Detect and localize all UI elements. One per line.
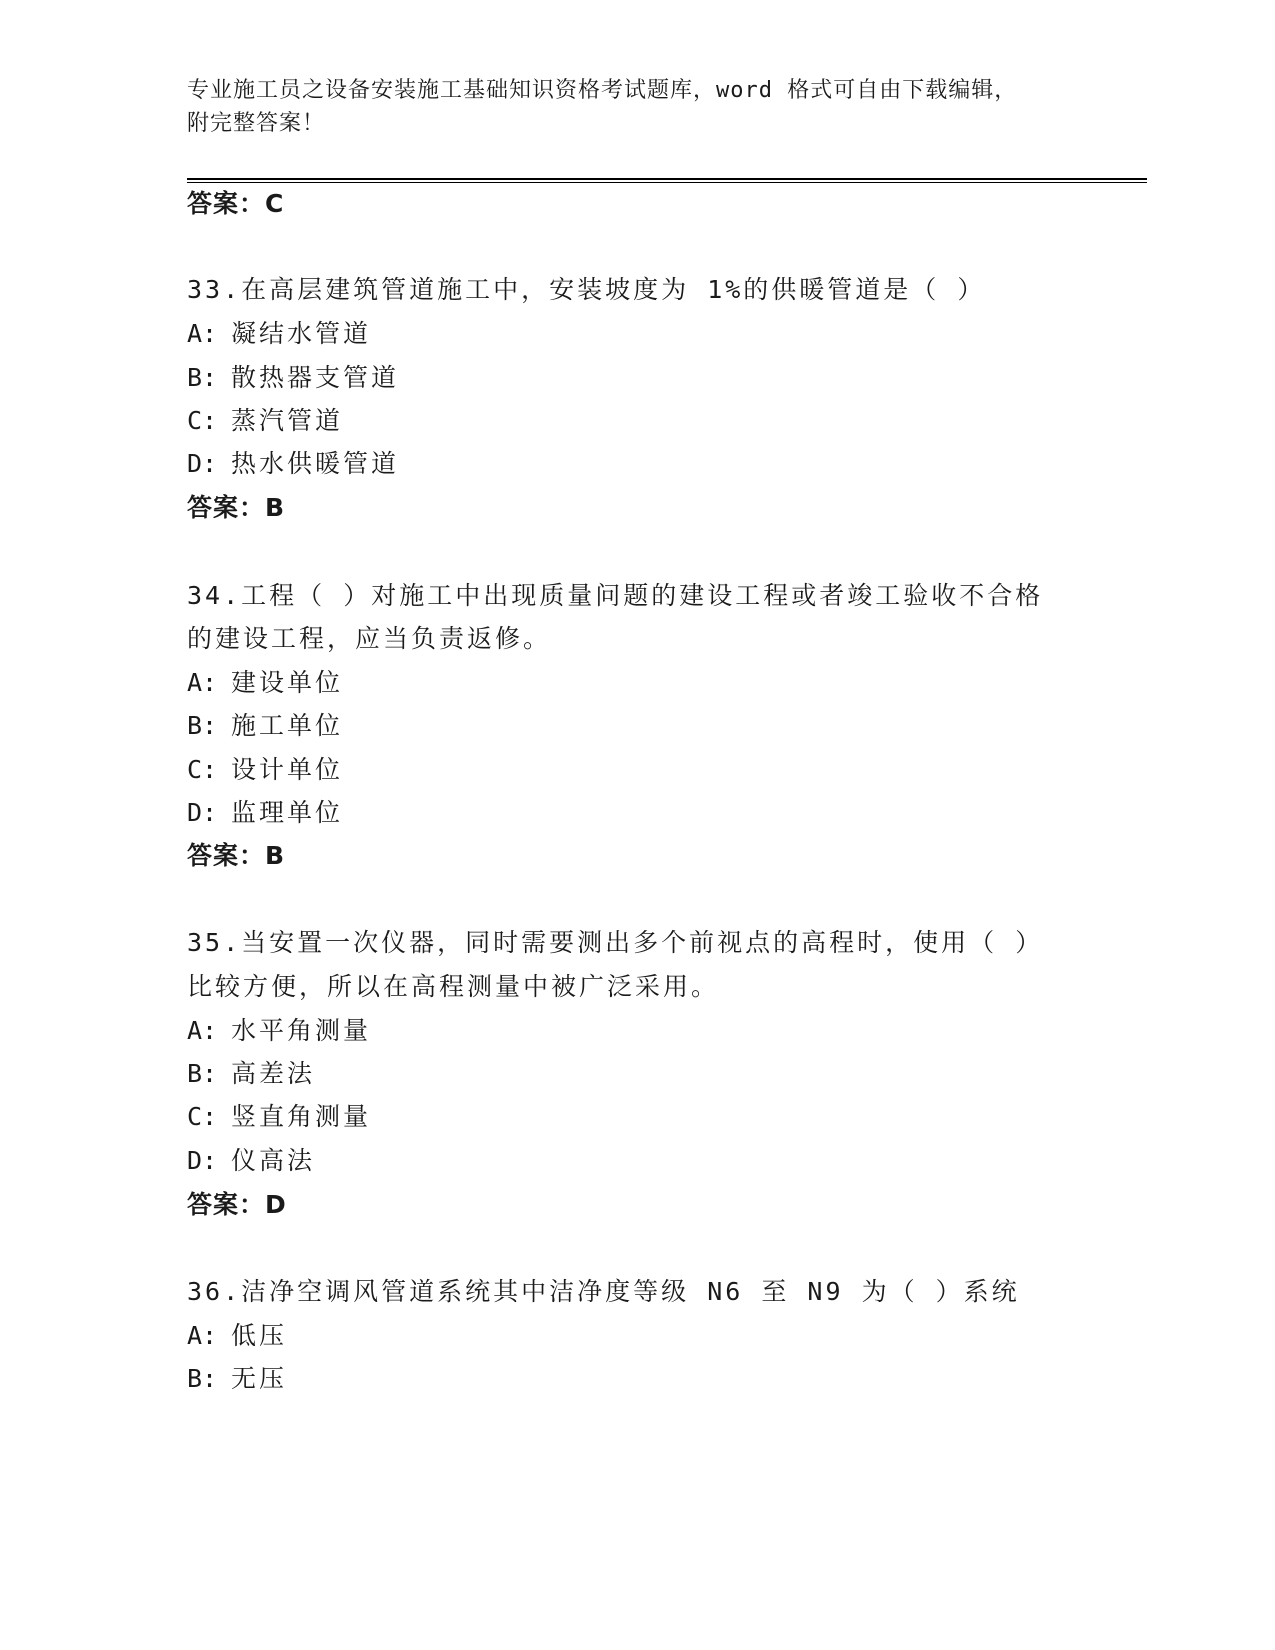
option-letter: B: — [187, 1364, 218, 1393]
option-letter: A: — [187, 1016, 218, 1045]
answer-value: C — [265, 189, 285, 218]
option-letter: C: — [187, 1102, 218, 1131]
question-34-answer — [187, 840, 285, 872]
question-35-option-b — [187, 1058, 315, 1090]
option-text: 水平角测量 — [231, 1016, 372, 1045]
header-line-1: 专业施工员之设备安装施工基础知识资格考试题库，word 格式可自由下载编辑， — [187, 78, 1018, 103]
option-letter: B: — [187, 1059, 218, 1088]
question-33-answer — [187, 492, 285, 524]
option-letter: C: — [187, 755, 218, 784]
question-34-option-b — [187, 710, 343, 742]
question-text: 在高层建筑管道施工中，安装坡度为 1%的供暖管道是（ ） — [241, 275, 986, 304]
question-34-stem — [187, 580, 1043, 612]
answer-label: 答案： — [187, 841, 266, 870]
question-number: 35. — [187, 928, 242, 957]
option-letter: A: — [187, 1321, 218, 1350]
option-letter: B: — [187, 363, 218, 392]
question-text: 比较方便，所以在高程测量中被广泛采用。 — [187, 972, 720, 1001]
option-letter: D: — [187, 798, 218, 827]
option-text: 竖直角测量 — [231, 1102, 372, 1131]
option-text: 蒸汽管道 — [231, 406, 344, 435]
option-text: 凝结水管道 — [231, 319, 372, 348]
option-text: 低压 — [231, 1321, 288, 1350]
question-number: 33. — [187, 275, 242, 304]
question-34-stem-cont — [187, 623, 551, 655]
question-text: 当安置一次仪器，同时需要测出多个前视点的高程时，使用（ ） — [241, 928, 1044, 957]
answer-label: 答案： — [187, 189, 266, 218]
option-text: 热水供暖管道 — [231, 449, 400, 478]
option-letter: A: — [187, 319, 218, 348]
question-36-option-b — [187, 1363, 287, 1395]
answer-value: D — [265, 1190, 287, 1219]
answer-prev — [187, 188, 284, 220]
option-letter: B: — [187, 711, 218, 740]
question-number: 36. — [187, 1277, 242, 1306]
option-text: 施工单位 — [231, 711, 344, 740]
question-35-option-a — [187, 1015, 371, 1047]
answer-label: 答案： — [187, 1190, 266, 1219]
question-33-option-a — [187, 318, 371, 350]
question-33-option-b — [187, 362, 399, 394]
document-header — [187, 74, 1067, 140]
question-text: 工程（ ）对施工中出现质量问题的建设工程或者竣工验收不合格 — [241, 581, 1044, 610]
question-35-stem-cont — [187, 971, 719, 1003]
option-text: 监理单位 — [231, 798, 344, 827]
question-33-option-d — [187, 448, 399, 480]
question-number: 34. — [187, 581, 242, 610]
answer-label: 答案： — [187, 493, 266, 522]
header-line-2: 附完整答案！ — [187, 111, 326, 136]
question-text: 洁净空调风管道系统其中洁净度等级 N6 至 N9 为（ ）系统 — [241, 1277, 1020, 1306]
question-text: 的建设工程，应当负责返修。 — [187, 624, 552, 653]
question-36-stem — [187, 1276, 1020, 1308]
question-35-option-c — [187, 1101, 371, 1133]
option-text: 无压 — [231, 1364, 288, 1393]
option-text: 设计单位 — [231, 755, 344, 784]
option-text: 仪高法 — [231, 1146, 316, 1175]
question-33-stem — [187, 274, 985, 306]
option-text: 散热器支管道 — [231, 363, 400, 392]
header-rule-thick — [187, 178, 1147, 180]
question-34-option-d — [187, 797, 343, 829]
question-35-answer — [187, 1189, 287, 1221]
question-35-stem — [187, 927, 1043, 959]
answer-value: B — [265, 841, 286, 870]
question-35-option-d — [187, 1145, 315, 1177]
option-letter: C: — [187, 406, 218, 435]
question-33-option-c — [187, 405, 343, 437]
answer-value: B — [265, 493, 286, 522]
header-rule-thin — [187, 182, 1147, 183]
question-34-option-c — [187, 754, 343, 786]
question-36-option-a — [187, 1320, 287, 1352]
option-letter: D: — [187, 1146, 218, 1175]
option-letter: A: — [187, 668, 218, 697]
question-34-option-a — [187, 667, 343, 699]
option-letter: D: — [187, 449, 218, 478]
option-text: 建设单位 — [231, 668, 344, 697]
option-text: 高差法 — [231, 1059, 316, 1088]
